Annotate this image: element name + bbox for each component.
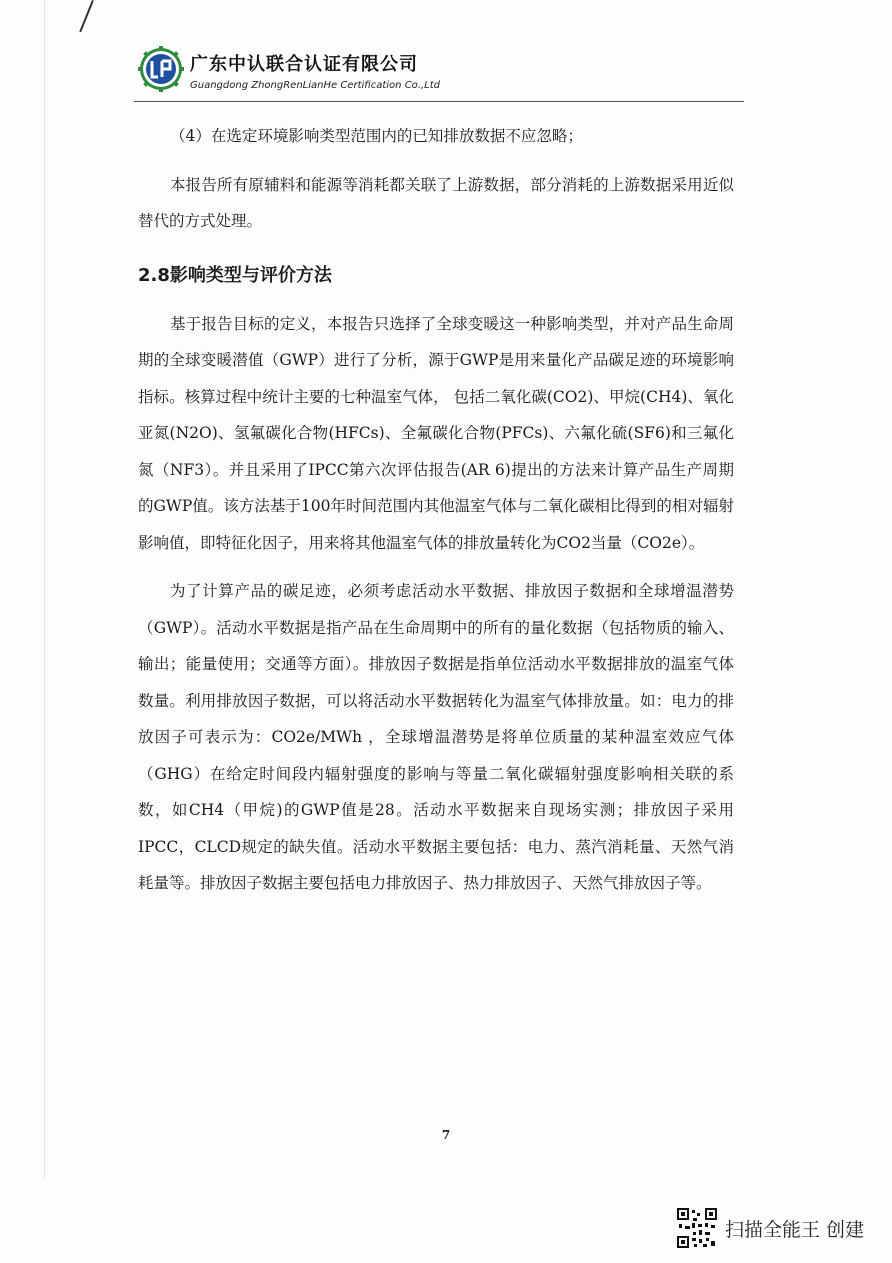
section-title: 2.8影响类型与评价方法 bbox=[138, 264, 332, 286]
paragraph-upstream-data: 本报告所有原辅料和能源等消耗都关联了上游数据，部分消耗的上游数据采用近似替代的方式处理。 bbox=[138, 175, 734, 230]
header-divider bbox=[134, 101, 744, 102]
document-header bbox=[138, 46, 738, 104]
scanner-watermark bbox=[677, 1208, 864, 1248]
page-number: 7 bbox=[441, 1128, 451, 1142]
paragraph-carbon-footprint: 为了计算产品的碳足迹，必须考虑活动水平数据、排放因子数据和全球增温潜势（GWP）。活动水平数据是指产品在生命周期中的所有的量化数据（包括物质的输入、输出；能量使用；交通等方面）。排放因子数据是指单位活动水平数据排放的温室气体数量。利用排放因子数据，可以将活动水平数据转化为温室气体排放量。如：电力的排放因子可表示为：CO2e/MWh ，全球增温潜势是将单位质量的某种温室效应气体（GHG）在给定时间段内辐射强度的影响与等量二氧化碳辐射强度影响相关联的系数，如CH4（甲烷)的GWP值是28。活动水平数据来自现场实测；排放因子采用IPCC，CLCD规定的缺失值。活动水平数据主要包括：电力、蒸汽消耗量、天然气消耗量等。排放因子数据主要包括电力排放因子、热力排放因子、天然气排放因子等。 bbox=[138, 582, 734, 892]
qr-code-icon bbox=[677, 1208, 717, 1248]
company-name-en: Guangdong ZhongRenLianHe Certification Co.,Ltd bbox=[190, 80, 440, 91]
page-edge bbox=[44, 0, 45, 1180]
document-body bbox=[138, 118, 734, 902]
pen-mark bbox=[79, 0, 94, 32]
company-logo-icon bbox=[138, 46, 184, 92]
paragraph-item-4: （4）在选定环境影响类型范围内的已知排放数据不应忽略； bbox=[170, 127, 583, 145]
paragraph-impact-type: 基于报告目标的定义，本报告只选择了全球变暖这一种影响类型，并对产品生命周期的全球变暖潜值（GWP）进行了分析，源于GWP是用来量化产品碳足迹的环境影响指标。核算过程中统计主要的七种温室气体， 包括二氧化碳(CO2)、甲烷(CH4)、氧化亚氮(N2O)、氢氟碳化合物(HFCs)、全氟碳化合物(PFCs)、六氟化硫(SF6)和三氟化氮（NF3）。并且采用了IPCC第六次评估报告(AR 6)提出的方法来计算产品生产周期的GWP值。该方法基于100年时间范围内其他温室气体与二氧化碳相比得到的相对辐射影响值，即特征化因子，用来将其他温室气体的排放量转化为CO2当量（CO2e）。 bbox=[138, 314, 734, 552]
watermark-text: 扫描全能王 创建 bbox=[724, 1218, 864, 1241]
company-name-cn: 广东中认联合认证有限公司 bbox=[190, 54, 418, 75]
